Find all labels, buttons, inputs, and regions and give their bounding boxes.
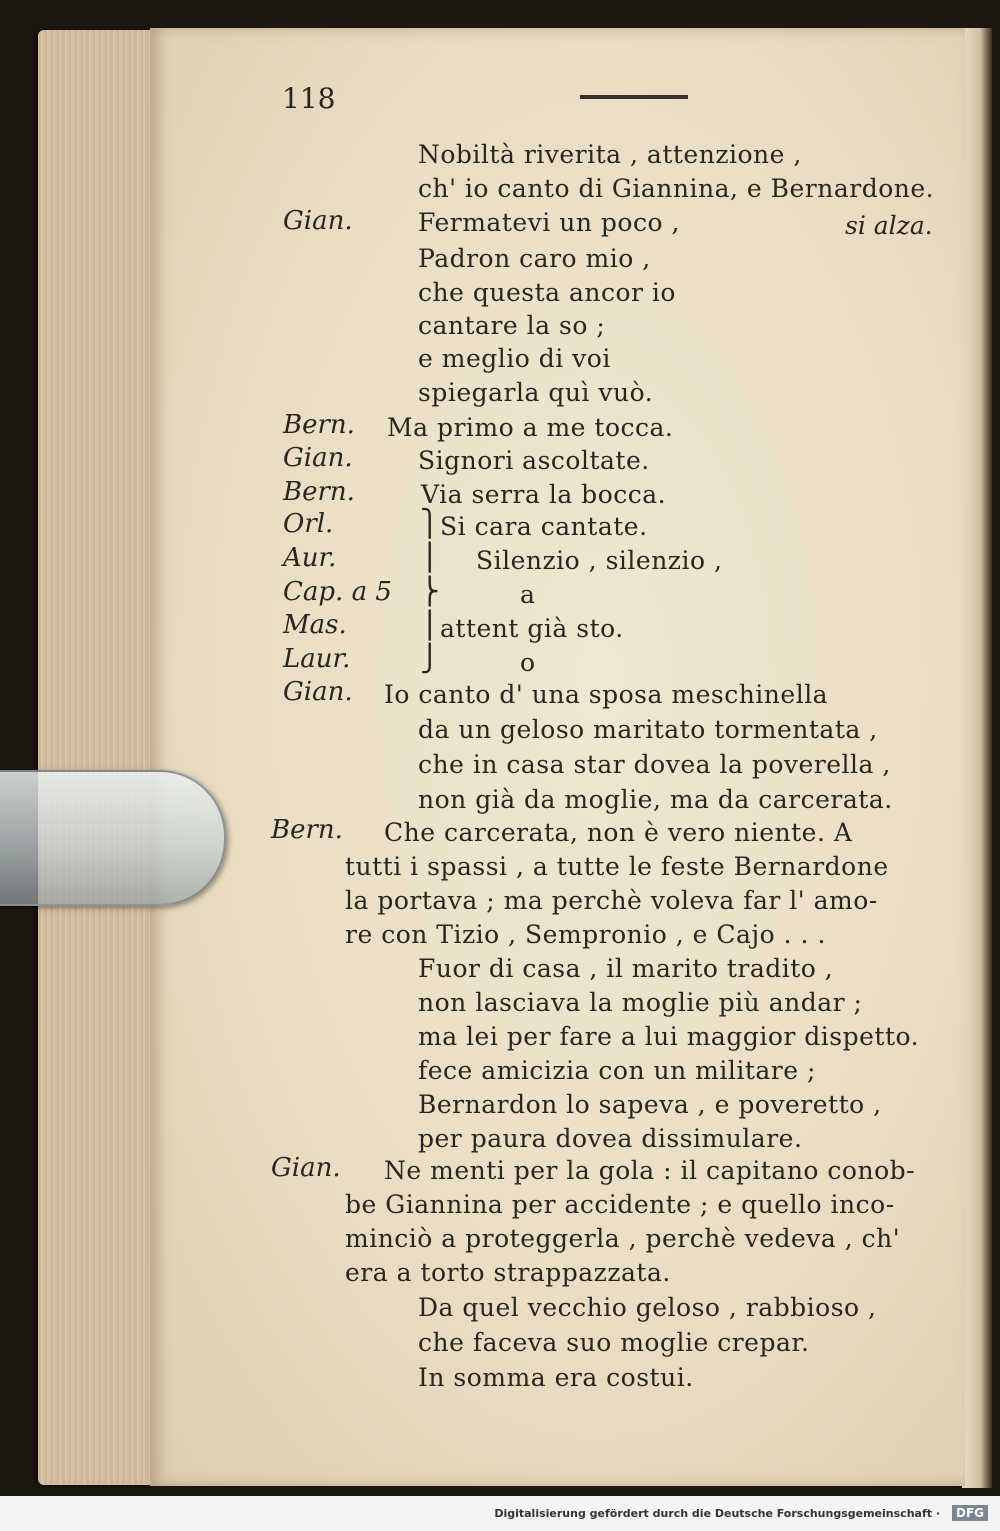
text-line-25: Fuor di casa , il marito tradito , <box>418 954 834 983</box>
text-line-21: Che carcerata, non è vero niente. A <box>384 818 853 847</box>
text-line-7: e meglio di voi <box>418 344 611 373</box>
text-line-6: cantare la so ; <box>418 311 606 340</box>
text-line-23: la portava ; ma perchè voleva far l' amo- <box>345 886 878 915</box>
text-line-27: ma lei per fare a lui maggior dispetto. <box>418 1022 920 1051</box>
speaker-mas: Mas. <box>283 610 347 640</box>
text-line-12: Si cara cantate. <box>440 512 648 541</box>
text-line-18: da un geloso maritato tormentata , <box>418 715 878 744</box>
header-rule <box>580 95 688 99</box>
text-line-31: Ne menti per la gola : il capitano conob- <box>384 1156 916 1185</box>
speaker-gian-1: Gian. <box>283 206 353 236</box>
page-weight-clip <box>0 770 226 906</box>
text-line-16: o <box>520 648 536 677</box>
text-line-2: ch' io canto di Giannina, e Bernardone. <box>418 174 935 203</box>
text-line-4: Padron caro mio , <box>418 244 651 273</box>
text-line-9: Ma primo a me tocca. <box>387 413 674 442</box>
speaker-gian-2: Gian. <box>283 443 353 473</box>
brace-mid-2: ⎪ <box>420 611 440 641</box>
text-line-35: Da quel vecchio geloso , rabbioso , <box>418 1293 877 1322</box>
text-line-13: Silenzio , silenzio , <box>476 546 723 575</box>
dfg-logo: DFG <box>952 1505 988 1521</box>
text-line-3: Fermatevi un poco , <box>418 208 680 237</box>
speaker-bern-2: Bern. <box>283 477 355 507</box>
text-line-30: per paura dovea dissimulare. <box>418 1124 803 1153</box>
brace-mid-1: ⎪ <box>420 543 440 573</box>
text-line-26: non lasciava la moglie più andar ; <box>418 988 863 1017</box>
book-page-edges <box>38 30 163 1485</box>
text-line-20: non già da moglie, ma da carcerata. <box>418 785 893 814</box>
speaker-aur: Aur. <box>283 543 337 573</box>
text-line-19: che in casa star dovea la poverella , <box>418 750 891 779</box>
book-right-edge <box>962 28 992 1488</box>
brace-bottom: ⎭ <box>420 644 440 674</box>
text-line-37: In somma era costui. <box>418 1363 694 1392</box>
text-line-32: be Giannina per accidente ; e quello inco- <box>345 1190 895 1219</box>
text-line-1: Nobiltà riverita , attenzione , <box>418 140 802 169</box>
speaker-gian-3: Gian. <box>283 677 353 707</box>
text-line-11: Via serra la bocca. <box>421 480 667 509</box>
text-line-14: a <box>520 580 536 609</box>
text-line-8: spiegarla quì vuò. <box>418 378 654 407</box>
text-line-36: che faceva suo moglie crepar. <box>418 1328 810 1357</box>
speaker-bern-1: Bern. <box>283 410 355 440</box>
footer-bar <box>0 1496 1000 1531</box>
text-line-34: era a torto strappazzata. <box>345 1258 671 1287</box>
speaker-orl: Orl. <box>283 509 334 539</box>
page-number: 118 <box>282 82 336 115</box>
text-line-22: tutti i spassi , a tutte le feste Bernardone <box>345 852 889 881</box>
speaker-gian-4: Gian. <box>271 1153 341 1183</box>
text-line-10: Signori ascoltate. <box>418 446 650 475</box>
stage-direction: si alza. <box>845 211 933 240</box>
speaker-laur: Laur. <box>283 644 351 674</box>
brace-top: ⎫ <box>420 509 440 539</box>
text-line-17: Io canto d' una sposa meschinella <box>384 680 829 709</box>
footer-credit: Digitalisierung gefördert durch die Deutsche Forschungsgemeinschaft · <box>494 1507 940 1520</box>
text-line-28: fece amicizia con un militare ; <box>418 1056 816 1085</box>
text-line-33: minciò a proteggerla , perchè vedeva , ch' <box>345 1224 901 1253</box>
speaker-bern-3: Bern. <box>271 815 343 845</box>
brace-point: ⎬ <box>420 577 440 607</box>
text-line-15: attent già sto. <box>440 614 624 643</box>
text-line-29: Bernardon lo sapeva , e poveretto , <box>418 1090 882 1119</box>
text-line-24: re con Tizio , Sempronio , e Cajo . . . <box>345 920 826 949</box>
speaker-cap: Cap. a 5 <box>283 577 392 607</box>
text-line-5: che questa ancor io <box>418 278 676 307</box>
